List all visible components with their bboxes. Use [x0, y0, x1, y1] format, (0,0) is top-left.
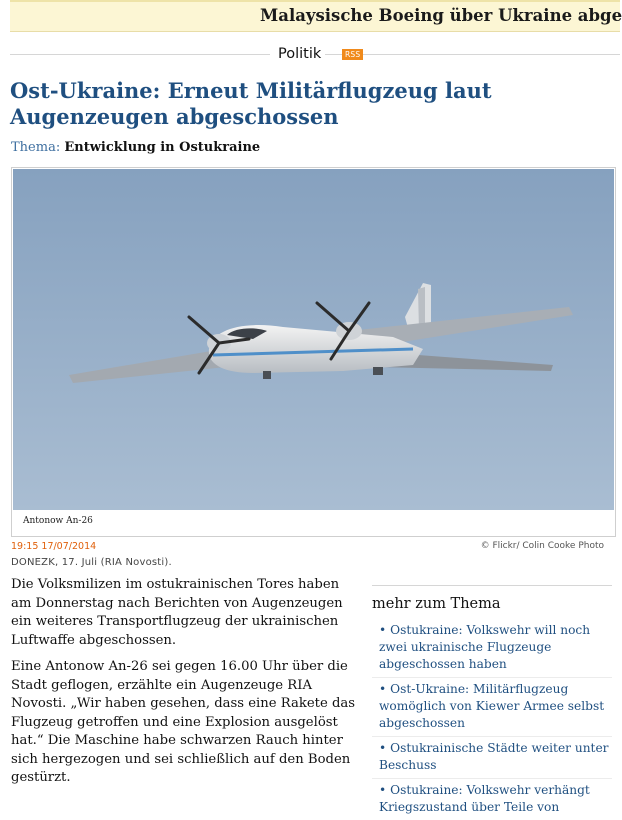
- related-title: mehr zum Thema: [372, 596, 501, 612]
- article-topic: [11, 140, 260, 155]
- news-ticker[interactable]: [10, 0, 620, 32]
- photo-credit: © Flickr/ Colin Cooke Photo: [480, 541, 604, 551]
- section-header: [10, 44, 620, 64]
- related-link[interactable]: Ostukrainische Städte weiter unter Beschuss: [379, 741, 609, 772]
- topic-link[interactable]: Entwicklung in Ostukraine: [64, 140, 261, 155]
- related-link[interactable]: Ost-Ukraine: Militärflugzeug womöglich von Kiewer Armee selbst abgeschossen: [379, 682, 605, 730]
- article-paragraph: Eine Antonow An-26 sei gegen 16.00 Uhr über die Stadt geflogen, erzählte ein Augenzeuge RIA Novosti. „Wir haben gesehen, dass eine Rakete das Flugzeug getroffen und eine Explosion ausgelöst hat.“ Die Maschine habe schwarzen Rauch hinter sich hergezogen und sei schließlich auf den Boden gestürzt.: [11, 659, 356, 785]
- related-link[interactable]: Ostukraine: Volkswehr verhängt Kriegszustand über Teile von: [379, 783, 590, 814]
- bullet-icon: •: [379, 623, 391, 637]
- article-body: [11, 576, 356, 796]
- section-title[interactable]: Politik: [270, 44, 325, 64]
- related-item[interactable]: [372, 619, 612, 677]
- bullet-icon: •: [379, 783, 391, 797]
- related-link[interactable]: Ostukraine: Volkswehr will noch zwei ukrainische Flugzeuge abgeschossen haben: [379, 623, 591, 671]
- photo-caption: Antonow An-26: [23, 516, 93, 526]
- article-photo-frame: [11, 167, 616, 537]
- article-timestamp: 19:15 17/07/2014: [11, 541, 97, 552]
- ticker-headline[interactable]: Malaysische Boeing über Ukraine abge: [260, 6, 622, 25]
- article-photo: [13, 169, 614, 510]
- related-list: [372, 619, 612, 820]
- related-articles: [372, 585, 612, 820]
- topic-label: Thema:: [11, 140, 61, 155]
- article-paragraph: Die Volksmilizen im ostukrainischen Tores haben am Donnerstag nach Berichten von Augenzeugen ein weiteres Transportflugzeug der ukrainischen Luftwaffe abgeschossen.: [11, 577, 343, 648]
- related-item[interactable]: [372, 736, 612, 778]
- bullet-icon: •: [379, 682, 391, 696]
- article-headline: Ost-Ukraine: Erneut Militärflugzeug laut Augenzeugen abgeschossen: [10, 78, 492, 129]
- bullet-icon: •: [379, 741, 391, 755]
- related-item[interactable]: [372, 778, 612, 820]
- article-dateline: DONEZK, 17. Juli (RIA Novosti).: [11, 557, 172, 568]
- rss-badge[interactable]: RSS: [342, 49, 363, 60]
- related-item[interactable]: [372, 677, 612, 736]
